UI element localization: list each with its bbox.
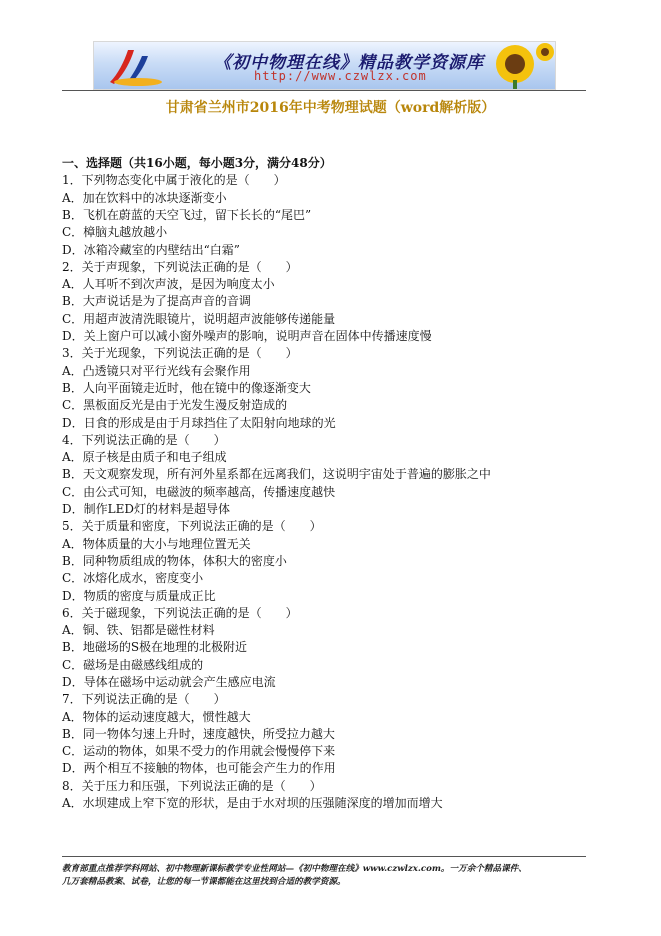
answer-option: C．磁场是由磁感线组成的 (62, 657, 204, 672)
answer-option: D．日食的形成是由于月球挡住了太阳射向地球的光 (62, 415, 336, 430)
answer-option: C．黑板面反光是由于光发生漫反射造成的 (62, 398, 288, 413)
question-stem: 2．关于声现象，下列说法正确的是（ ） (62, 259, 298, 274)
question-stem: 8．关于压力和压强，下列说法正确的是（ ） (62, 778, 322, 793)
page-footer (62, 863, 602, 889)
answer-option: B．天文观察发现，所有河外星系都在远离我们，这说明宇宙处于普遍的膨胀之中 (62, 467, 491, 482)
footer-line: 教育部重点推荐学科网站、初中物理新课标教学专业性网站—《初中物理在线》www.czwlzx.com。一万余个精品课件、 (62, 864, 527, 874)
answer-option: D．关上窗户可以减小窗外噪声的影响，说明声音在固体中传播速度慢 (62, 329, 432, 344)
footer-line: 几万套精品教案、试卷，让您的每一节课都能在这里找到合适的教学资源。 (62, 877, 346, 887)
header-rule (62, 90, 586, 91)
answer-option: A．物体质量的大小与地理位置无关 (62, 536, 251, 551)
banner-url[interactable]: http://www.czwlzx.com (254, 69, 427, 83)
answer-option: A．凸透镜只对平行光线有会聚作用 (62, 363, 251, 378)
question-stem: 1．下列物态变化中属于液化的是（ ） (62, 173, 286, 188)
answer-option: A．物体的运动速度越大，惯性越大 (62, 709, 251, 724)
answer-option: B．大声说话是为了提高声音的音调 (62, 294, 251, 309)
question-stem: 6．关于磁现象，下列说法正确的是（ ） (62, 605, 298, 620)
question-stem: 3．关于光现象，下列说法正确的是（ ） (62, 346, 298, 361)
answer-option: C．运动的物体，如果不受力的作用就会慢慢停下来 (62, 744, 336, 759)
header-banner (93, 41, 556, 90)
answer-option: D．两个相互不接触的物体，也可能会产生力的作用 (62, 761, 336, 776)
answer-option: B．同种物质组成的物体，体积大的密度小 (62, 553, 287, 568)
banner-title: 《初中物理在线》精品教学资源库 (214, 53, 484, 73)
answer-option: D．导体在磁场中运动就会产生感应电流 (62, 675, 276, 689)
answer-option: C．由公式可知，电磁波的频率越高，传播速度越快 (62, 484, 336, 499)
answer-option: B．飞机在蔚蓝的天空飞过，留下长长的“尾巴” (62, 207, 312, 222)
question-stem: 4．下列说法正确的是（ ） (62, 432, 226, 447)
answer-option: C．用超声波清洗眼镜片，说明超声波能够传递能量 (62, 311, 336, 326)
question-list (62, 172, 602, 812)
answer-option: A．人耳听不到次声波，是因为响度太小 (62, 277, 275, 292)
question-stem: 7．下列说法正确的是（ ） (62, 692, 226, 707)
answer-option: D．物质的密度与质量成正比 (62, 588, 216, 603)
answer-option: B．地磁场的S极在地理的北极附近 (62, 640, 248, 655)
section-heading: 一、选择题（共16小题，每小题3分，满分48分） (62, 156, 332, 170)
answer-option: C．樟脑丸越放越小 (62, 225, 168, 240)
answer-option: A．铜、铁、铝都是磁性材料 (62, 623, 215, 638)
answer-option: B．人向平面镜走近时，他在镜中的像逐渐变大 (62, 380, 311, 395)
answer-option: A．水坝建成上窄下宽的形状，是由于水对坝的压强随深度的增加而增大 (62, 796, 443, 811)
answer-option: A．加在饮料中的冰块逐渐变小 (62, 190, 227, 205)
answer-option: D．制作LED灯的材料是超导体 (62, 502, 230, 517)
question-stem: 5．关于质量和密度，下列说法正确的是（ ） (62, 519, 322, 534)
answer-option: B．同一物体匀速上升时，速度越快，所受拉力越大 (62, 726, 335, 741)
footer-rule (62, 856, 586, 857)
site-logo (102, 44, 164, 87)
answer-option: A．原子核是由质子和电子组成 (62, 450, 227, 465)
answer-option: D．冰箱冷藏室的内壁结出“白霜” (62, 242, 240, 257)
exam-content (62, 155, 602, 812)
document-title: 甘肃省兰州市2016年中考物理试题（word解析版） (165, 100, 496, 116)
answer-option: C．冰熔化成水，密度变小 (62, 571, 204, 586)
sunflower-icon (475, 42, 555, 89)
